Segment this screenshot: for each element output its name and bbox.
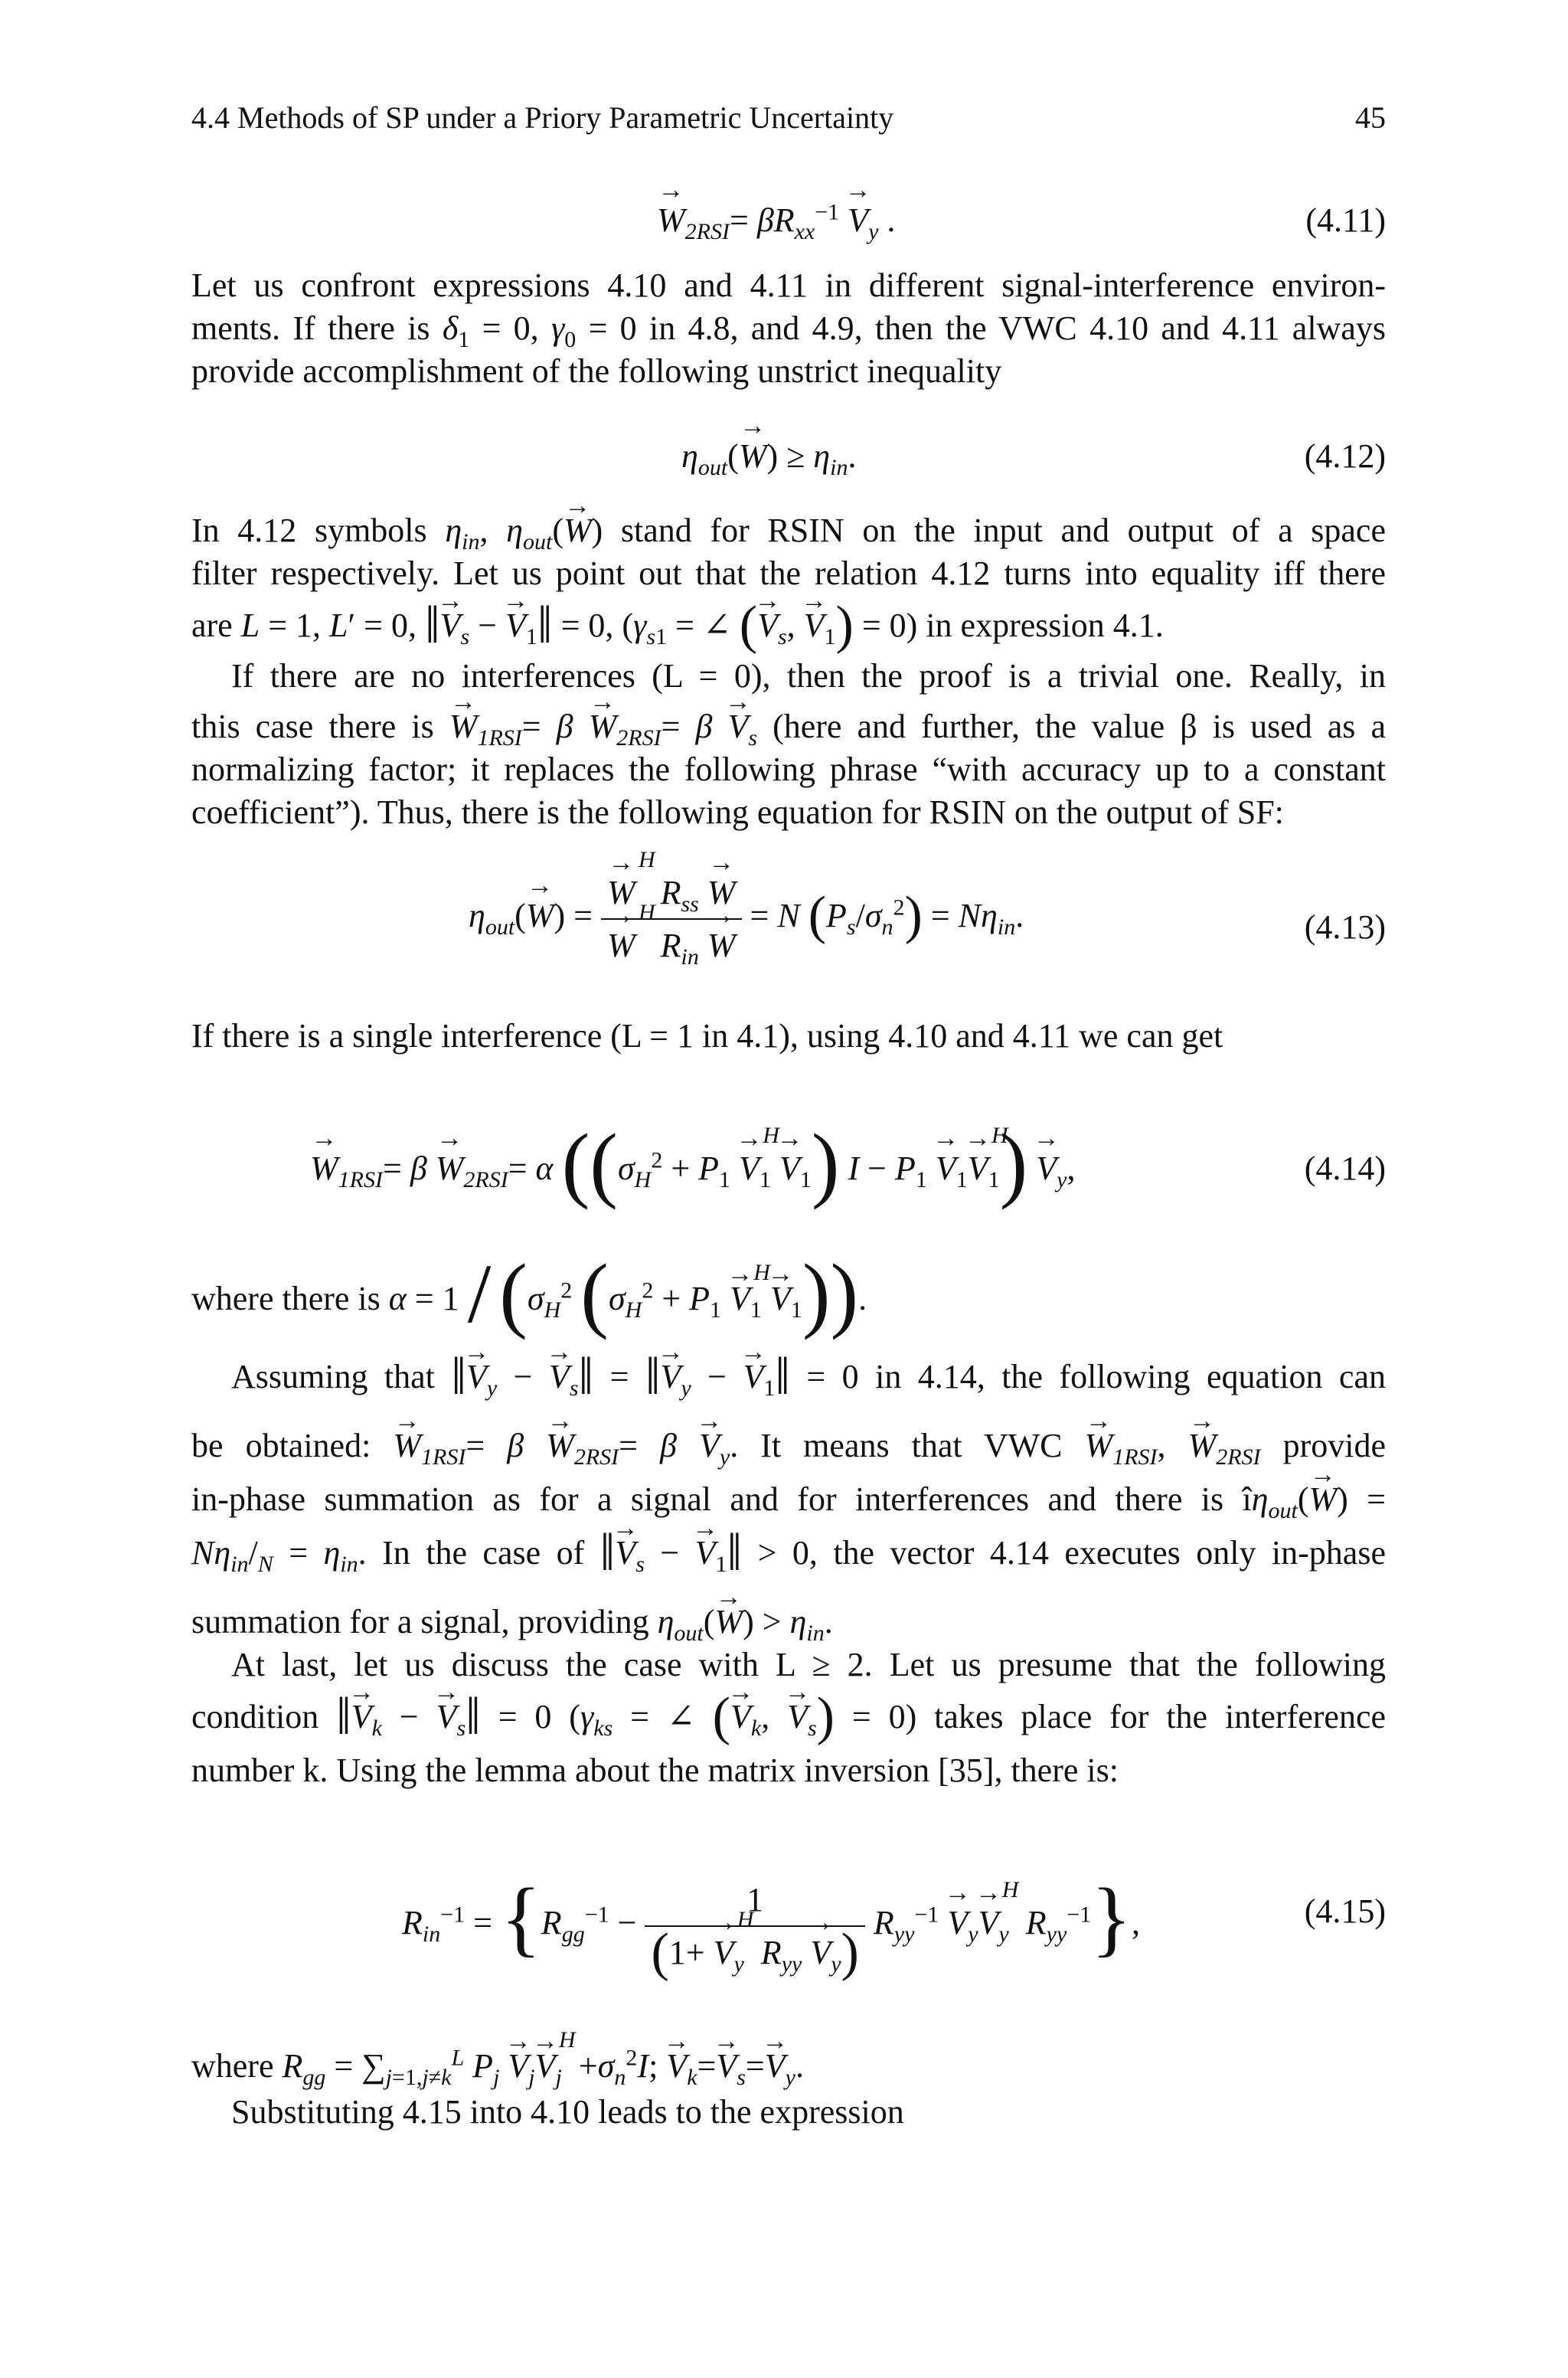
equation-number-4-11: (4.11) <box>1305 201 1386 239</box>
equation-4-13: $\eta_{out}(\to W)$ = → W H $R_{ss} \to W$ → W H $R_{in} \to W$ = N $(P_s/\sigma_n^2) = N\eta_{in}$. <box>469 873 1024 965</box>
equation-number-4-15: (4.15) <box>1304 1892 1386 1930</box>
text-line: Assuming that ‖→ $V_y$ − → $V_s‖$ = ‖→ $V_y$ − → $V_1‖ = 0$ in 4.14, the following equation can <box>231 1356 1386 1398</box>
equation-4-11: → $W_{2RSI}= \beta R_{xx}^{-1} \to V_y$ . <box>657 201 895 240</box>
text-line: If there is a single interference (L = 1 in 4.1), using 4.10 and 4.11 we can get <box>191 1017 1223 1055</box>
equation-4-15: $R_{in}^{-1} = \{R_{gg}^{-1}$ − $\frac{1}{(1+ \to V H_y R_{yy} \to V_y)}$ $R_{yy}^{-1} \to V_y\to V$ $H_y$ $R_{yy}^{-1}$}, <box>402 1880 1140 1972</box>
text-line: If there are no interferences (L = 0), then the proof is a trivial one. Really, in <box>231 657 1386 695</box>
text-line: In 4.12 symbols $\eta_{in}$, $\eta_{out}(\to W)$ stand for RSIN on the input and output of a space <box>191 509 1386 552</box>
text-line: filter respectively. Let us point out that the relation 4.12 turns into equality iff there <box>191 554 1386 592</box>
text-line: where $R_{gg} = \sum_{j=1,j\ne k}^L$ $P_j \to V_j\to V$ $H_j +\sigma_n^2I$; → $V_k=\to V_s=\to V_y$. <box>191 2045 1386 2088</box>
text-line: ments. If there is $\delta_1 = 0$, $\gamma_0 = 0$ in 4.8, and 4.9, then the VWC 4.10 and 4.11 always <box>191 309 1386 352</box>
text-line: summation for a signal, providing $\eta_{out}(\to W) > \eta_{in}$. <box>191 1601 1386 1644</box>
text-line: be obtained: → $W_{1RSI}= \beta \to W_{2RSI}= \beta \to V_y$. It means that VWC → $W_{1RSI}$, → $W_{2RSI}$ provide <box>191 1425 1386 1467</box>
text-line: number k. Using the lemma about the matrix inversion [35], there is: <box>191 1752 1119 1789</box>
text-line: in-phase summation as for a signal and for interferences and there is $î\eta_{out}(\to W)$ = <box>191 1478 1386 1521</box>
text-line: Let us confront expressions 4.10 and 4.11 in different signal-interference environ- <box>191 267 1386 304</box>
text-line: where there is $\alpha = 1 / (\sigma_H^2$ ($\sigma_H^2 + P_1 \to V$ $H_1 \to V_1$)). <box>191 1277 1386 1320</box>
text-line: coefficient”). Thus, there is the following equation for RSIN on the output of SF: <box>191 793 1284 831</box>
text-line: Substituting 4.15 into 4.10 leads to the expression <box>231 2093 904 2131</box>
equation-number-4-13: (4.13) <box>1304 908 1386 946</box>
running-header-section: 4.4 Methods of SP under a Priory Parametric Uncertainty <box>191 100 894 135</box>
equation-4-12: $\eta_{out}(\to W) \ge \eta_{in}$. <box>681 437 856 476</box>
text-line: are L = 1, L′ = 0, ‖→ $V_s$ − → $V_1‖ = 0$, ($\gamma_{s1}$ = ∠ (→ $V_s$, → $V_1) = 0$) in expression 4.1. <box>191 604 1386 647</box>
text-line: At last, let us discuss the case with L ≥ 2. Let us presume that the following <box>231 1646 1386 1683</box>
equation-number-4-14: (4.14) <box>1304 1150 1386 1187</box>
equation-number-4-12: (4.12) <box>1304 437 1386 475</box>
text-line: provide accomplishment of the following unstrict inequality <box>191 352 1002 390</box>
page-number: 45 <box>1355 100 1386 135</box>
text-line: $N\eta_{in}/_N = \eta_{in}$. In the case of ‖→ $V_s$ − → $V_1‖ > 0$, the vector 4.14 executes only in-phase <box>191 1532 1386 1575</box>
text-line: normalizing factor; it replaces the following phrase “with accuracy up to a constant <box>191 751 1386 788</box>
text-line: this case there is → $W_{1RSI}= \beta \to W_{2RSI}= \beta \to V_s$ (here and further, the value β is used as a <box>191 705 1386 748</box>
text-line: condition ‖→ $V_k$ − → $V_s‖ = 0$ ($\gamma_{ks}$ = ∠ (→ $V_k$, → $V_s) = 0$) takes place for the interference <box>191 1696 1386 1739</box>
equation-4-14: → $W_{1RSI}= \beta \to W_{2RSI}= \alpha$ (($\sigma_H^2 + P_1 \to V$ $H_1 \to V_1$) $I - P_1 \to V_1\to V$ $H_1) \to V_y$, <box>310 1149 1075 1188</box>
